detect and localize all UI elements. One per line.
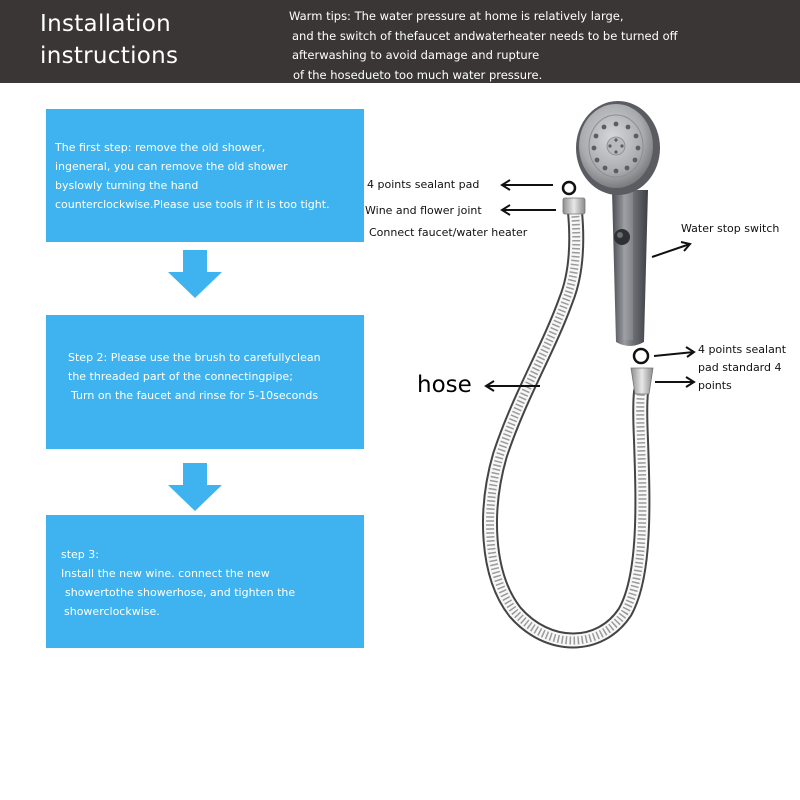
sealant-ring-bottom — [634, 349, 648, 363]
arrow-icon — [654, 347, 694, 357]
label-line: points — [698, 379, 732, 392]
step-text-line: Turn on the faucet and rinse for 5-10seconds — [71, 389, 319, 402]
title-line-1: Installation — [40, 11, 171, 37]
step-text-line: the threaded part of the connectingpipe; — [68, 370, 293, 383]
arrow-icon — [655, 377, 694, 387]
step-text-line: step 3: — [61, 548, 99, 561]
label-line: 4 points sealant — [698, 343, 787, 356]
sealant-ring-top — [563, 182, 575, 194]
step-text-line: Install the new wine. connect the new — [61, 567, 270, 580]
step-text-line: counterclockwise.Please use tools if it is too tight. — [55, 198, 330, 211]
arrow-icon — [652, 242, 690, 257]
title-line-2: instructions — [40, 43, 179, 69]
annotation-arrows — [486, 180, 694, 391]
label-hose: hose — [417, 372, 472, 398]
warm-tips-line: of the hosedueto too much water pressure. — [293, 67, 543, 82]
step-text-line: byslowly turning the hand — [55, 179, 199, 192]
label-wine-flower-joint: Wine and flower joint — [365, 204, 482, 217]
label-sealant-pad-top: 4 points sealant pad — [367, 178, 480, 191]
label-water-stop-switch: Water stop switch — [681, 222, 780, 235]
label-connect-faucet: Connect faucet/water heater — [369, 226, 528, 239]
label-sealant-pad-bottom — [698, 341, 786, 395]
label-line: pad standard 4 — [698, 361, 782, 374]
step-text-line: ingeneral, you can remove the old shower — [55, 160, 288, 173]
step-text-line: showerclockwise. — [64, 605, 160, 618]
step-text-line: Step 2: Please use the brush to carefullyclean — [68, 351, 321, 364]
warm-tips-line: afterwashing to avoid damage and rupture — [292, 48, 540, 62]
shower-head-image — [576, 101, 660, 346]
arrow-icon — [502, 205, 556, 215]
arrow-icon — [502, 180, 553, 190]
warm-tips-line: and the switch of thefaucet andwaterheater needs to be turned off — [292, 28, 678, 43]
step-text-line: The first step: remove the old shower, — [55, 141, 266, 154]
top-joint-image — [563, 198, 585, 214]
warm-tips-line: Warm tips: The water pressure at home is relatively large, — [289, 9, 624, 23]
bottom-joint-image — [631, 368, 653, 394]
step-text-line: showertothe showerhose, and tighten the — [65, 586, 296, 599]
